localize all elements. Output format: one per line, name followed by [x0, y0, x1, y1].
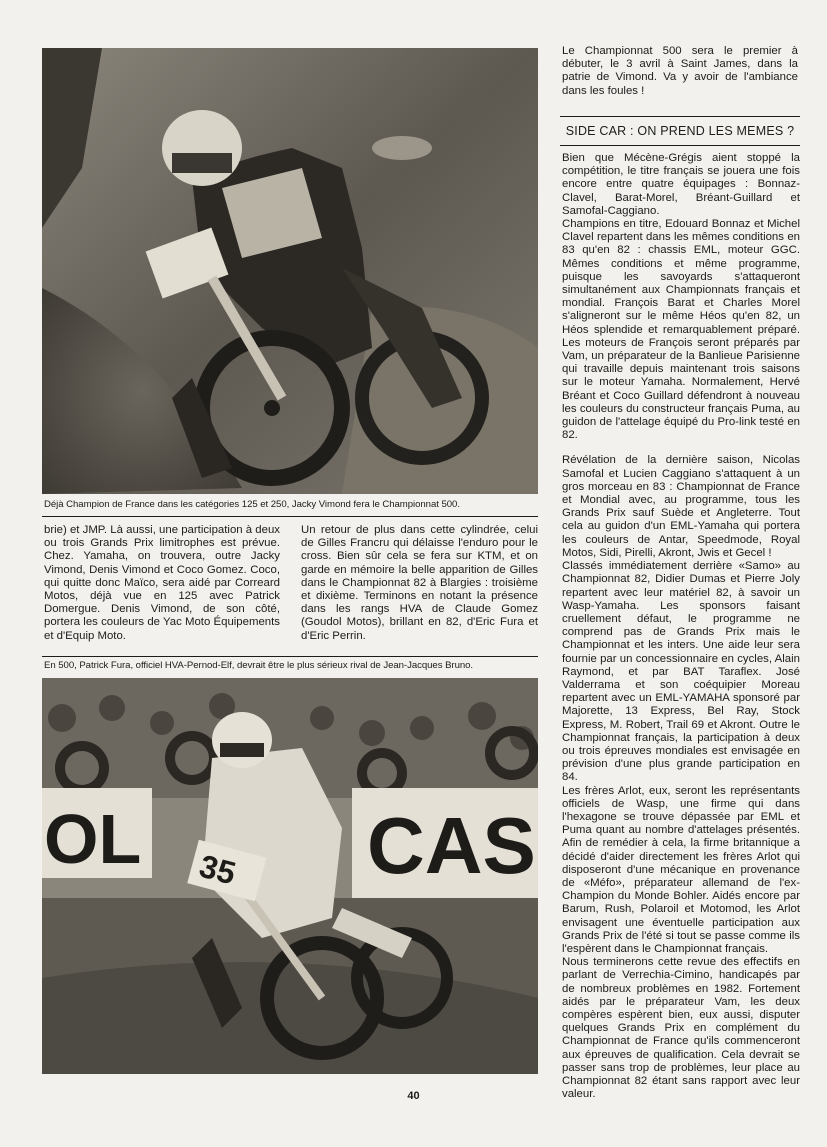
- page-number: 40: [407, 1090, 420, 1102]
- banner-right-text: CAS: [367, 801, 536, 890]
- photo1-caption: Déjà Champion de France dans les catégories 125 et 250, Jacky Vimond fera le Championnat 500.: [44, 499, 460, 510]
- caption2-divider: [42, 656, 538, 657]
- article-column-right: [562, 152, 800, 1101]
- article-text: Un retour de plus dans cette cylindrée, celui de Gilles Francru qui délaisse l'enduro pour le cross. Bien sûr cela se fera sur KTM, et on garde en mémoire la belle apparition de Gilles dans le Championnat 82 à Blargies : troisième et dixième. Terminons en notant la présence dans les rangs HVA de Claude Gomez (Goudol Motos), brillant en 82, d'Eric Fura et d'Eric Perrin.: [301, 524, 538, 642]
- article-column-left-b: [301, 524, 538, 643]
- motocross-rider-photo: [42, 48, 538, 494]
- intro-text: Le Championnat 500 sera le premier à débuter, le 3 avril à Saint James, dans la patrie de Vimond. Va y avoir de l'ambiance dans les foules !: [562, 45, 798, 97]
- article-column-left-a: [44, 524, 280, 643]
- banner-left-text: OL: [44, 800, 142, 878]
- motocross-rider-photo-icon: [42, 48, 538, 494]
- article-paragraph: Bien que Mécène-Grégis aient stoppé la compétition, le titre français se jouera une fois encore entre quatre équipages : Bonnaz-Clavel, Barat-Morel, Bréant-Guillard et Samofal-Caggiano.: [562, 152, 800, 217]
- article-paragraph: Les frères Arlot, eux, seront les représentants officiels de Wasp, une firme qui dans l'hexagone se trouve dépassée par EML et Puma quant au nombre d'attelages présentés. Afin de remédier à cela, la firme britannique a décidé d'aider directement les frères Arlot qui disposeront d'une mécanique en provenance de «Méfo», préparateur allemand de l'ex-Champion du Monde Bohler. Aidés encore par Barum, Rush, Polaroil et Motomod, les Arlot envisagent une éventuelle participation aux Grands Prix de l'été si tout se passe comme ils l'espèrent dans le Championnat français.: [562, 784, 800, 955]
- article-paragraph: Révélation de la dernière saison, Nicolas Samofal et Lucien Caggiano s'attaquent à un gros morceau en 83 : Championnat de France et Mondial avec, au programme, tous les Grands Prix sauf Suède et Angleterre. Tout cela au guidon d'un EML-Yamaha qui portera les couleurs de Antar, Speedmode, Royal Motos, Sidi, Pirelli, Akront, Jwis et Gecel !: [562, 454, 800, 559]
- article-text: brie) et JMP. Là aussi, une participation à deux ou trois Grands Prix limitrophes est prévue. Chez. Yamaha, on trouvera, outre Jacky Vimond, Denis Vimond et Coco Gomez. Coco, qui quitte donc Maïco, sera aidé par Correard Motos, déjà vue en 125 avec Patrick Domergue. Denis Vimond, de son côté, portera les couleurs de Yac Moto Équipements et d'Equip Moto.: [44, 524, 280, 642]
- section-heading: SIDE CAR : ON PREND LES MEMES ?: [560, 116, 800, 146]
- right-intro: [562, 45, 798, 98]
- article-paragraph: Nous terminerons cette revue des effectifs en parlant de Verrechia-Cimino, handicapés par de nombreux problèmes en 1982. Fortement aidés par le préparateur Vam, les deux compères espèrent bien, eux aussi, disputer quelques Grands Prix en complément du Championnat de France qu'ils commenceront aux épreuves de qualification. Cela devrait se passer sans trop de problèmes, leur place au Championnat 82 étant sans rapport avec leur valeur.: [562, 956, 800, 1101]
- motocross-rider-crowd-photo: [42, 678, 538, 1074]
- article-paragraph: Champions en titre, Edouard Bonnaz et Michel Clavel repartent dans les mêmes conditions en 83 qu'en 82 : chassis EML, moteur GGC. Mêmes conditions et même programme, puisque les savoyards s'attaqueront simultanément aux Championnats français et mondial. François Barat et Charles Morel s'aligneront sur le même Héos qu'en 82, un Héos splendide et remarquablement préparé. Les moteurs de François seront préparés par Vam, un préparateur de la Banlieue Parisienne qui travaille depuis maintenant trois saisons sur le moteur Yamaha. Normalement, Hervé Bréant et Coco Guillard défendront à nouveau les couleurs du constructeur français Puma, au guidon de l'attelage équipé du Pro-link testé en 82.: [562, 218, 800, 442]
- motocross-rider-crowd-photo-icon: [42, 678, 538, 1074]
- caption1-divider: [42, 516, 538, 517]
- bike-number: 35: [195, 847, 240, 892]
- photo2-caption: En 500, Patrick Fura, officiel HVA-Pernod-Elf, devrait être le plus sérieux rival de Jean-Jacques Bruno.: [44, 660, 474, 671]
- article-paragraph: Classés immédiatement derrière «Samo» au Championnat 82, Didier Dumas et Pierre Joly repartent avec leur matériel 82, à savoir un Wasp-Yamaha. Les sponsors faisant cruellement défaut, le programme ne comprend pas de Grands Prix mais le Championnat et les inters. Une aide leur sera fournie par un concessionnaire en cycles, Alain Raymond, et par BAT Taraflex. José Valderrama et son coéquipier Moreau repartent avec un EML-YAMAHA sponsoré par Majorette, 13 Express, Bel Ray, Stock Express, M. Robert, Trail 69 et Akront. Outre le Championnat français, la participation à deux ou trois épreuves mondiales est envisagée en prévision d'une plus grande participation en 84.: [562, 560, 800, 784]
